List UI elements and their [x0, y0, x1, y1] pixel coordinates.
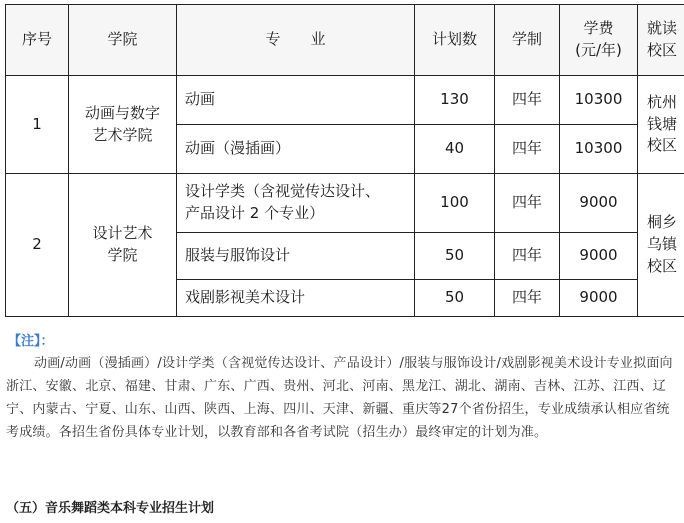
- cell-major: 戏剧影视美术设计: [177, 280, 415, 317]
- header-fee-line1: 学费: [583, 19, 614, 38]
- table-row: [6, 76, 684, 125]
- header-fee-line2: (元/年): [575, 41, 622, 59]
- header-campus-line1: 就读: [646, 19, 677, 38]
- campus-line3: 校区: [646, 136, 677, 155]
- cell-quota: 100: [415, 174, 495, 233]
- college-line1: 动画与数字: [84, 103, 160, 122]
- major-line1: 设计学类（含视觉传达设计、: [185, 182, 381, 201]
- cell-major: [177, 174, 415, 233]
- cell-quota: 50: [415, 233, 495, 280]
- notes-text: 动画/动画（漫插画）/设计学类（含视觉传达设计、产品设计）/服装与服饰设计/戏剧影视美术设计专业拟面向浙江、安徽、北京、福建、甘肃、广东、广西、贵州、河北、河南、黑龙江、湖北、湖南、吉林、江苏、江西、辽宁、内蒙古、宁夏、山东、山西、陕西、上海、四川、天津、新疆、重庆等27个省份招生，专业成绩承认相应省统考成绩。各招生省份具体专业计划，以教育部和各省考试院（招生办）最终审定的计划为准。: [6, 356, 673, 440]
- header-college: 学院: [69, 5, 177, 76]
- college-line2: 学院: [107, 246, 138, 264]
- notes-body: [6, 352, 676, 444]
- header-campus: [638, 5, 684, 76]
- notes-label: 【注】：: [8, 334, 54, 349]
- header-duration: 学制: [495, 5, 560, 76]
- section-title: （五）音乐舞蹈类本科专业招生计划: [6, 501, 215, 516]
- header-fee: [560, 5, 638, 76]
- cell-seq: 1: [6, 76, 69, 174]
- enrollment-plan-table: [5, 4, 684, 317]
- cell-duration: 四年: [495, 125, 560, 174]
- college-line2: 艺术学院: [92, 125, 153, 144]
- cell-campus: [638, 76, 684, 174]
- cell-campus: [638, 174, 684, 317]
- cell-college: [69, 76, 177, 174]
- campus-line1: 桐乡: [646, 213, 677, 232]
- cell-fee: 10300: [560, 125, 638, 174]
- cell-fee: 10300: [560, 76, 638, 125]
- cell-duration: 四年: [495, 76, 560, 125]
- cell-duration: 四年: [495, 280, 560, 317]
- college-line1: 设计艺术: [92, 224, 153, 243]
- header-major: 专 业: [177, 5, 415, 76]
- campus-line2: 钱塘: [646, 114, 677, 133]
- cell-duration: 四年: [495, 174, 560, 233]
- cell-quota: 130: [415, 76, 495, 125]
- campus-line3: 校区: [646, 256, 677, 275]
- cell-quota: 50: [415, 280, 495, 317]
- header-quota: 计划数: [415, 5, 495, 76]
- campus-line2: 乌镇: [646, 235, 677, 254]
- cell-fee: 9000: [560, 233, 638, 280]
- cell-major: 服装与服饰设计: [177, 233, 415, 280]
- table-row: [6, 174, 684, 233]
- cell-duration: 四年: [495, 233, 560, 280]
- header-campus-line2: 校区: [646, 41, 677, 59]
- cell-fee: 9000: [560, 280, 638, 317]
- cell-college: [69, 174, 177, 317]
- cell-major: 动画（漫插画）: [177, 125, 415, 174]
- cell-quota: 40: [415, 125, 495, 174]
- header-seq: 序号: [6, 5, 69, 76]
- major-line2: 产品设计 2 个专业）: [185, 204, 325, 222]
- cell-major: 动画: [177, 76, 415, 125]
- cell-fee: 9000: [560, 174, 638, 233]
- campus-line1: 杭州: [646, 92, 677, 111]
- table-header-row: [6, 5, 684, 76]
- cell-seq: 2: [6, 174, 69, 317]
